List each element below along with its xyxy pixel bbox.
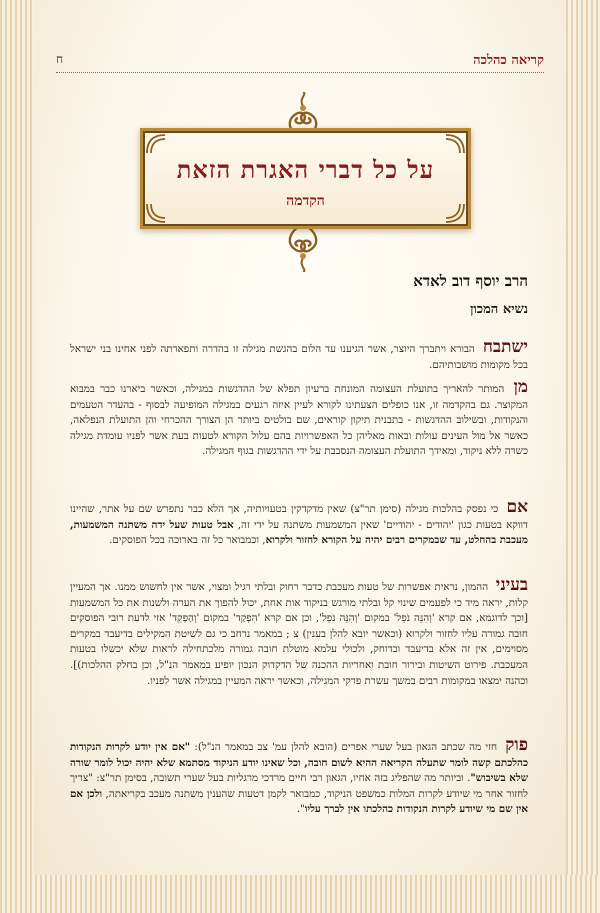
bottom-border (0, 875, 600, 913)
paragraph-1 (70, 337, 528, 373)
corner-ornament (444, 133, 466, 155)
flourish-ornament-bottom (278, 222, 328, 272)
corner-ornament (145, 133, 167, 155)
paragraph-lead-word: בעיני (495, 575, 529, 595)
plaque-subtitle: הקדמה (286, 193, 325, 209)
paragraph-4 (70, 575, 529, 689)
paragraph-text: כי נפסק בהלכות מגילה (סימן תר"צ) שאין מדקדקין בטעויותיה, אך הלא כבר נתפרש שם על אתר, שהיינו דווקא בטעות כגון 'יהודים - יהודיים' שאין המשמעות משתנה על ידי זה, (70, 503, 528, 531)
paragraph-lead-word: אם (506, 497, 528, 517)
page-number: ח (56, 52, 64, 66)
left-border (0, 0, 34, 913)
paragraph-text: הבורא ויתברך היוצר, אשר הגיענו עד הלום בהגשת מגילה זו בהדרה ותפארתה לפני אחינו בני ישראל בכל מקומות מושבותיהם. (70, 343, 528, 371)
paragraph-text: , וכמבואר כל זה בארוכה בכל הפוסקים. (109, 534, 266, 547)
paragraph-5 (70, 735, 528, 818)
author-name: הרב יוסף דוב לאדא (413, 272, 528, 290)
paragraph-text: חזי מה שכתב הגאון בעל שערי אפרים (הובא להלן עמ' צב במאמר הנ"ל): (190, 741, 498, 753)
running-head-title: קריאה כהלכה (473, 53, 544, 68)
author-block (413, 272, 528, 317)
paragraph-3 (70, 497, 528, 549)
paragraph-lead-word: ישתבח (482, 337, 528, 357)
paragraph-text: המותר להאריך בתועלת העצומה המונחת ברעיון תפלא של ההדגשות במגילה, וכאשר ביארנו כבר במבוא המקוצר. גם בהקדמה זו, אנו כופלים הצעתינו לקורא לעיין איזה רגעים במגילה המופיעה לבסוף - בהעדר הטעמים והנקודות, ובשילוב ההדגשות - בתבנית תיקון קוראים, שם בולטים ביותר הן הצורך ההכרחי והן התועלת הנפלאה, כאשר אל מול העינים עולות ובאות מאליהן כל האפשרויות בהם עלול הקורא לטעות בעת אשר לפניו עומדת מגילה כשרה ללא ניקוד, ומאידך התועלת העצומה הנסבבת על ידי ההדגשות בגוף המגילה. (70, 383, 528, 458)
plaque-title: על כל דברי האגרת הזאת (176, 155, 435, 184)
paragraph-text: ההמון, נראית אפשרות של טעות מעכבת כדבר רחוק ובלתי רגיל ומצוי, אשר אין לחשוש ממנו. אך המעיין קלות, יראה מיד כי לפעמים שינוי קל ובלתי מורגש בניקוד (70, 581, 528, 609)
title-plaque (140, 128, 471, 229)
paragraph-text: . וביותר מה שהפליג בזה אחיו, הגאון רבי חיים מרדכי מרגליות בעל שערי תשובה, בסימן תר"צ: "צריך לחזור אחר מי שיודע לקרות המלות כמשפט הניקוד, כמבואר לקמן דטעות שהענין משתנה מעכב בקריאתה, (70, 772, 528, 800)
running-head (56, 50, 544, 73)
paragraph-bold-text: "אם אין יודע לקרות הנקודות כהלכתם קשה לומר שתעלה הקריאה ההיא לשום חובה, וכל שאינו יודע הניקוד מסתמא שלא יהיה יכול לומר שורה שלא בשיבוש" (70, 741, 528, 785)
author-role: נשיא המכון (470, 302, 528, 317)
paragraph-text: אות אחת, יכול להפוך את הערה ולשנות את כל המשמעות [וכך לדוגמא, אם קרא 'וְהִנֵּה נֹפֵל' במקום 'וְהִנֵּה נֹפֵל', וכן אם קרא 'הִפְקַד' במקום 'וְהַפְקֵד' אזי לדעת רובי הפוסקים חובה גמורה עליו לחזור ולקרוא (וכאשר יובא להלן בענין) צ ; במאמר נרחב כי גם לשיטת המקילים בדיעבד במקרים מסוימים, אין זה אלא בדיעבד ובדוחק, ולכולי עלמא מוטלת חובה גמורה מלכתחילה לראות שלא יכשלו בטעות המעכבת. פירוט השיטות ובירור חובת ואחריות ההכנה של הדקדוק הנכון יופיע במאמר הנ"ל, וכן בחלק ההלכות)]. וכהנה ימצאו במקומות רבים במשך עשרת פרקי המגילה, וכאשר יראה המעיין במגילה אשר לפניו. (70, 596, 528, 687)
paragraph-lead-word: פוק (505, 735, 528, 755)
paragraph-2 (70, 377, 528, 460)
paragraph-bold-text: אבל טעות שעל ידה משתנה המשמעות, מעכבת בהחלט, עד שבמקרים רבים יהיה על הקורא לחזור ולקרוא (70, 518, 528, 547)
paragraph-lead-word: מן (513, 377, 528, 397)
paragraph-text: ". (296, 803, 305, 816)
right-border (566, 0, 600, 913)
paragraph-bold-text: ולכן אם אין שם מי שיודע לקרות הנקודות כהלכתו אין לברך עליו (70, 787, 528, 816)
